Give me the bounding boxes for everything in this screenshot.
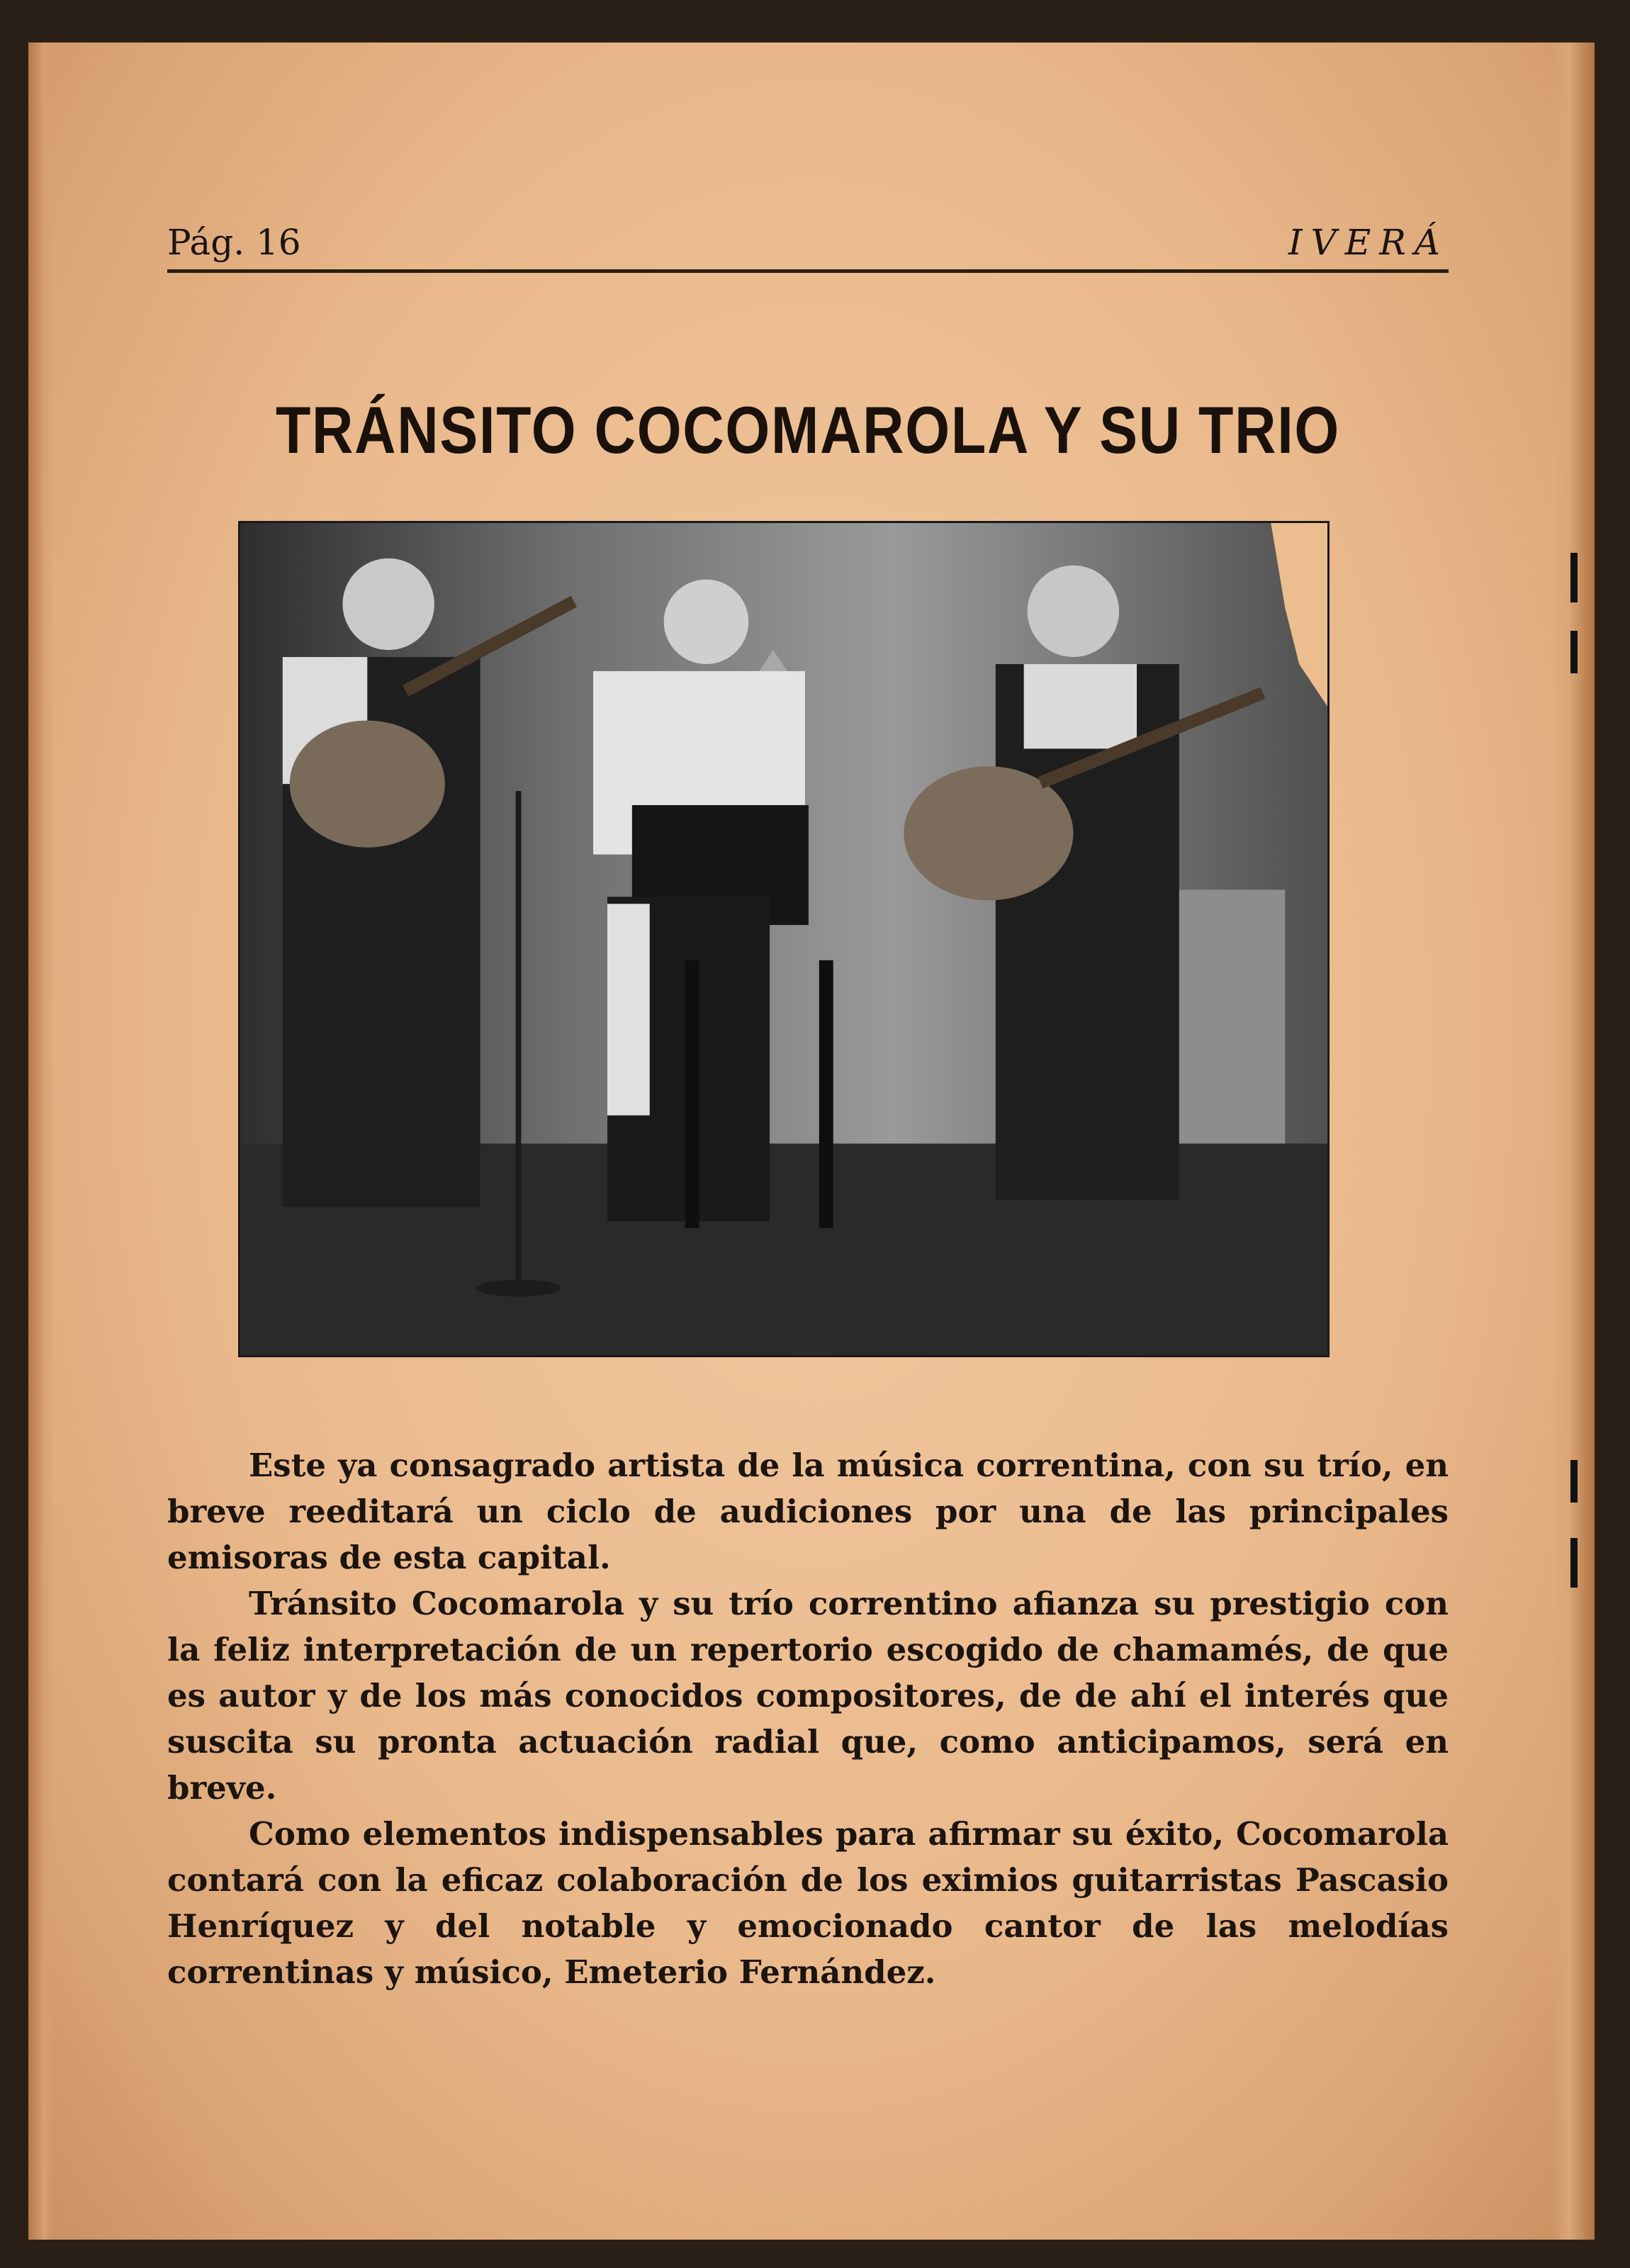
magazine-name: IVERÁ: [1288, 222, 1449, 263]
article-paragraph-3: Como elementos indispensables para afirmar su éxito, Cocomarola contará con la eficaz colaboración de los eximios guitarristas Pascasio Henríquez y del notable y emocionado cantor de las melodías correntinas y músico, Emeterio Fernández.: [167, 1815, 1449, 1991]
page-edge-left: [28, 43, 54, 2240]
article-paragraph-1: Este ya consagrado artista de la música correntina, con su trío, en breve reeditará un ciclo de audiciones por una de las principales emisoras de esta capital.: [167, 1447, 1449, 1576]
magazine-page: [28, 43, 1595, 2240]
photo-illustration: [240, 523, 1327, 1355]
article-body: [167, 1442, 1449, 1995]
running-header: [167, 209, 1449, 273]
page-number: Pág. 16: [167, 222, 301, 263]
article-title: TRÁNSITO COCOMAROLA Y SU TRIO: [275, 393, 1341, 467]
trio-photograph: [238, 521, 1330, 1357]
article-paragraph-2: Tránsito Cocomarola y su trío correntino afianza su prestigio con la feliz interpretación de un repertorio escogido de chamamés, de que es autor y de los más conocidos compositores, de de ahí el interés que suscita su pronta actuación radial que, como anticipamos, será en breve.: [167, 1585, 1449, 1807]
binding-marks: [1570, 553, 1585, 1616]
header-rule: [167, 269, 1449, 273]
